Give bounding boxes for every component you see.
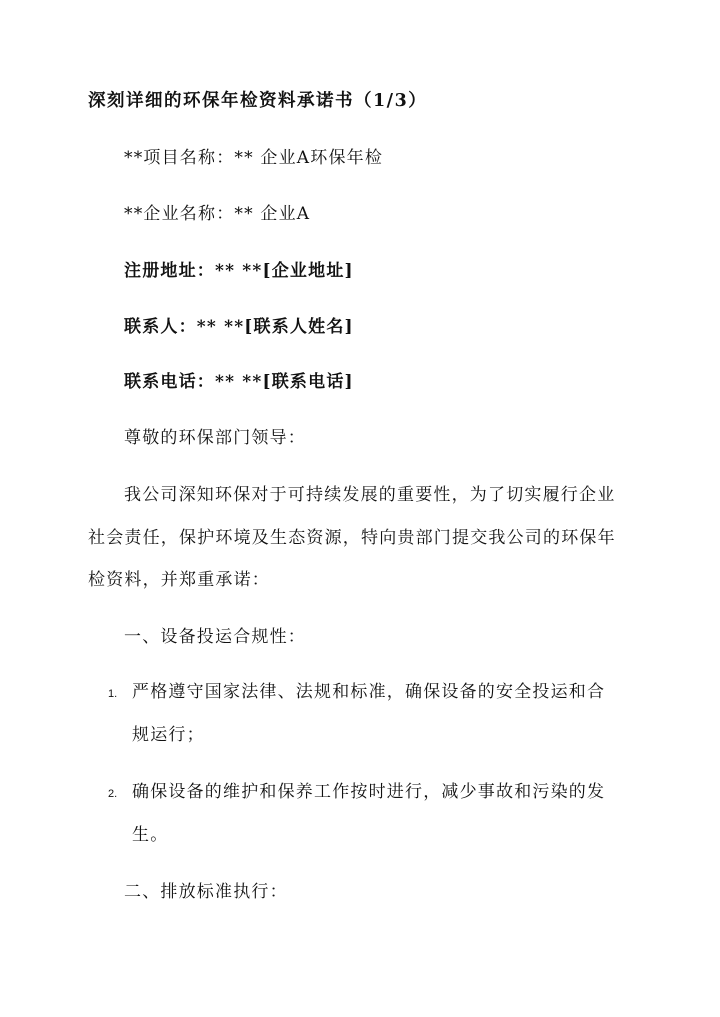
document-title: 深刻详细的环保年检资料承诺书（1/3） [88, 91, 428, 111]
intro-line: 检资料，并郑重承诺： [88, 570, 270, 590]
company-name-field: **企业名称：** 企业A [124, 204, 311, 224]
intro-line: 社会责任，保护环境及生态资源，特向贵部门提交我公司的环保年 [88, 528, 616, 548]
address-field: 注册地址：** **[企业地址] [124, 261, 354, 281]
contact-field: 联系人：** **[联系人姓名] [124, 317, 354, 337]
salutation: 尊敬的环保部门领导： [124, 428, 306, 448]
list-item-line: 确保设备的维护和保养工作按时进行，减少事故和污染的发 [132, 782, 606, 802]
section-heading: 二、排放标准执行： [124, 882, 288, 902]
list-item-number: 1. [108, 688, 118, 700]
intro-line: 我公司深知环保对于可持续发展的重要性，为了切实履行企业 [124, 485, 616, 505]
section-heading: 一、设备投运合规性： [124, 627, 306, 647]
project-name-field: **项目名称：** 企业A环保年检 [124, 148, 384, 168]
list-item-line: 生。 [132, 825, 169, 845]
list-item-line: 严格遵守国家法律、法规和标准，确保设备的安全投运和合 [132, 682, 606, 702]
phone-field: 联系电话：** **[联系电话] [124, 372, 354, 392]
list-item-number: 2. [108, 788, 118, 800]
list-item-line: 规运行； [132, 725, 205, 745]
